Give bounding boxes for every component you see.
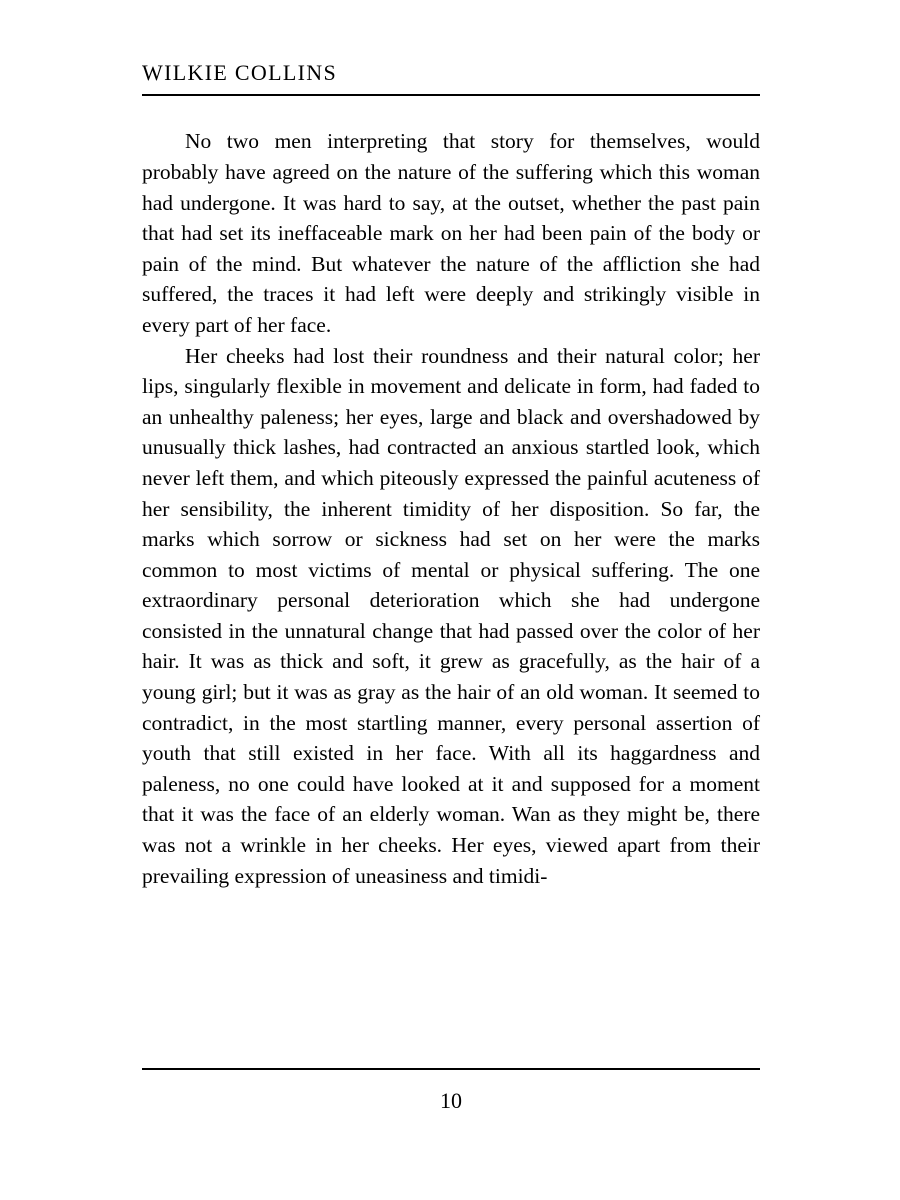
footer-rule — [142, 1068, 760, 1070]
page-footer — [142, 1068, 760, 1114]
header-rule — [142, 94, 760, 96]
paragraph-2: Her cheeks had lost their roundness and their natural color; her lips, singularly flexible in movement and delicate in form, had faded to an unhealthy paleness; her eyes, large and black and overshadowed by unusually thick lashes, had contracted an anxious startled look, which never left them, and which piteously expressed the painful acuteness of her sensibility, the inherent timidity of her disposition. So far, the marks which sorrow or sickness had set on her were the marks common to most victims of mental or physical suffering. The one extraordinary personal deterioration which she had undergone consisted in the unnatural change that had passed over the color of her hair. It was as thick and soft, it grew as gracefully, as the hair of a young girl; but it was as gray as the hair of an old woman. It seemed to contradict, in the most startling manner, every personal assertion of youth that still existed in her face. With all its haggardness and paleness, no one could have looked at it and supposed for a moment that it was the face of an elderly woman. Wan as they might be, there was not a wrinkle in her cheeks. Her eyes, viewed apart from their prevailing expression of uneasiness and timidi- — [142, 343, 760, 888]
page-content-area — [142, 60, 760, 891]
body-text — [142, 126, 760, 891]
running-head: WILKIE COLLINS — [142, 60, 338, 85]
paragraph-1: No two men interpreting that story for themselves, would probably have agreed on the nature of the suffering which this woman had undergone. It was hard to say, at the outset, whether the past pain that had set its ineffaceable mark on her had been pain of the body or pain of the mind. But whatever the nature of the affliction she had suffered, the traces it had left were deeply and strikingly visible in every part of her face. — [142, 129, 760, 337]
page-number: 10 — [440, 1088, 462, 1113]
